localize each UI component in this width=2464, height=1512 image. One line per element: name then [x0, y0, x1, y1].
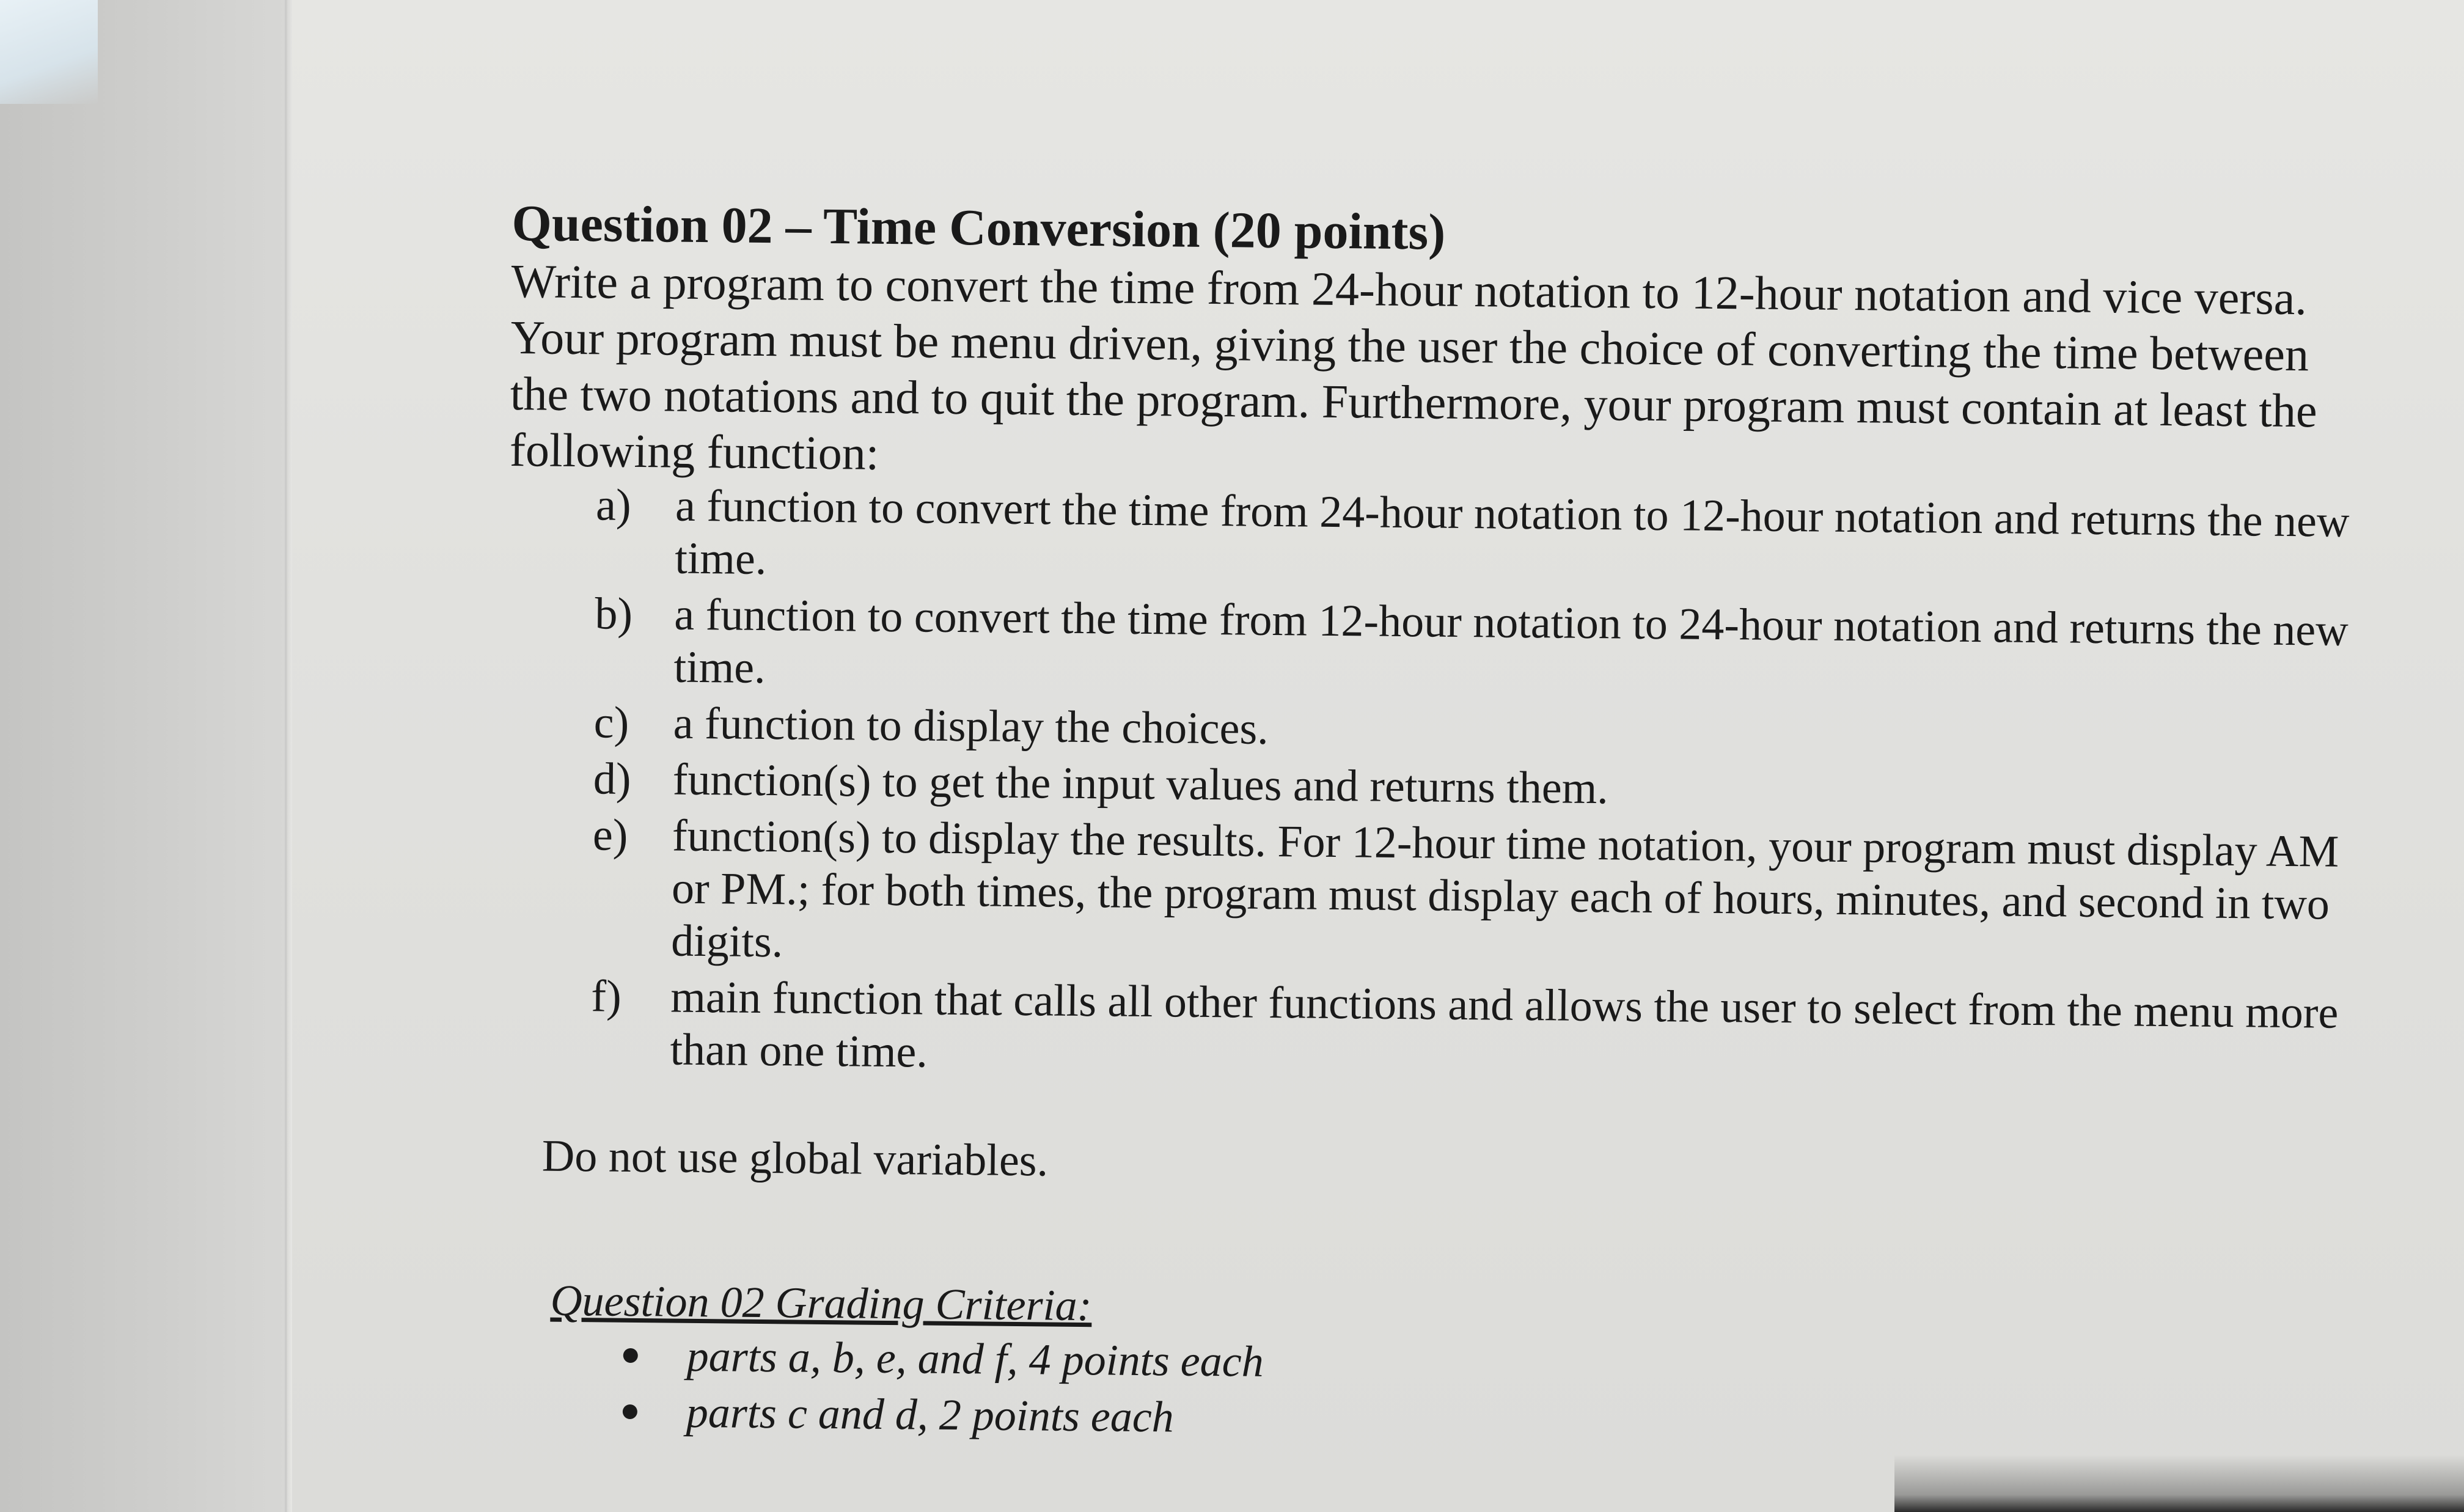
list-item	[594, 587, 2366, 710]
grading-bullets	[622, 1327, 2359, 1456]
bullet-icon	[623, 1348, 638, 1363]
question-document	[500, 194, 2369, 1456]
bullet-icon	[623, 1404, 637, 1419]
screen-edge	[285, 0, 292, 1512]
list-item	[595, 479, 2367, 601]
question-title: Question 02 – Time Conversion (20 points)	[512, 194, 1446, 261]
list-item	[590, 970, 2363, 1092]
requirements-list	[590, 479, 2367, 1092]
list-item-text: main function that calls all other functions and allows the user to select from the menu more than one time.	[670, 972, 2339, 1077]
list-item-text: function(s) to get the input values and returns them.	[672, 754, 1609, 814]
list-marker: a)	[595, 480, 632, 530]
question-intro: Write a program to convert the time from 24-hour notation to 12-hour notation and vice versa. Your program must be menu driven, giving the user the choice of converting the time between the two notations and to quit the program. Furthermore, your program must contain at least the following function:	[509, 254, 2318, 480]
grading-bullet-text: parts c and d, 2 points each	[686, 1387, 1175, 1442]
grading-bullet-text: parts a, b, e, and f, 4 points each	[686, 1331, 1264, 1386]
grading-criteria-heading: Question 02 Grading Criteria:	[550, 1275, 1092, 1330]
window-glare	[0, 0, 98, 104]
list-item-text: a function to convert the time from 24-hour notation to 12-hour notation and returns the new time.	[674, 480, 2350, 585]
list-marker: d)	[593, 754, 631, 804]
list-item-text: a function to convert the time from 12-hour notation to 24-hour notation and returns the new time.	[673, 589, 2349, 694]
list-marker: c)	[593, 697, 629, 748]
list-item	[592, 809, 2364, 983]
list-item-text: a function to display the choices.	[673, 698, 1269, 754]
list-marker: f)	[591, 971, 622, 1022]
list-marker: e)	[592, 810, 628, 861]
list-item-text: function(s) to display the results. For 12-hour time notation, your program must display AM or PM.; for both times, the program must display each of hours, minutes, and second in two digits.	[670, 810, 2339, 967]
monitor-bezel-left	[0, 0, 287, 1512]
list-marker: b)	[595, 589, 633, 639]
global-variables-note: Do not use global variables.	[541, 1131, 1049, 1186]
bottom-shadow	[1894, 1455, 2464, 1512]
grading-criteria	[549, 1274, 2359, 1456]
